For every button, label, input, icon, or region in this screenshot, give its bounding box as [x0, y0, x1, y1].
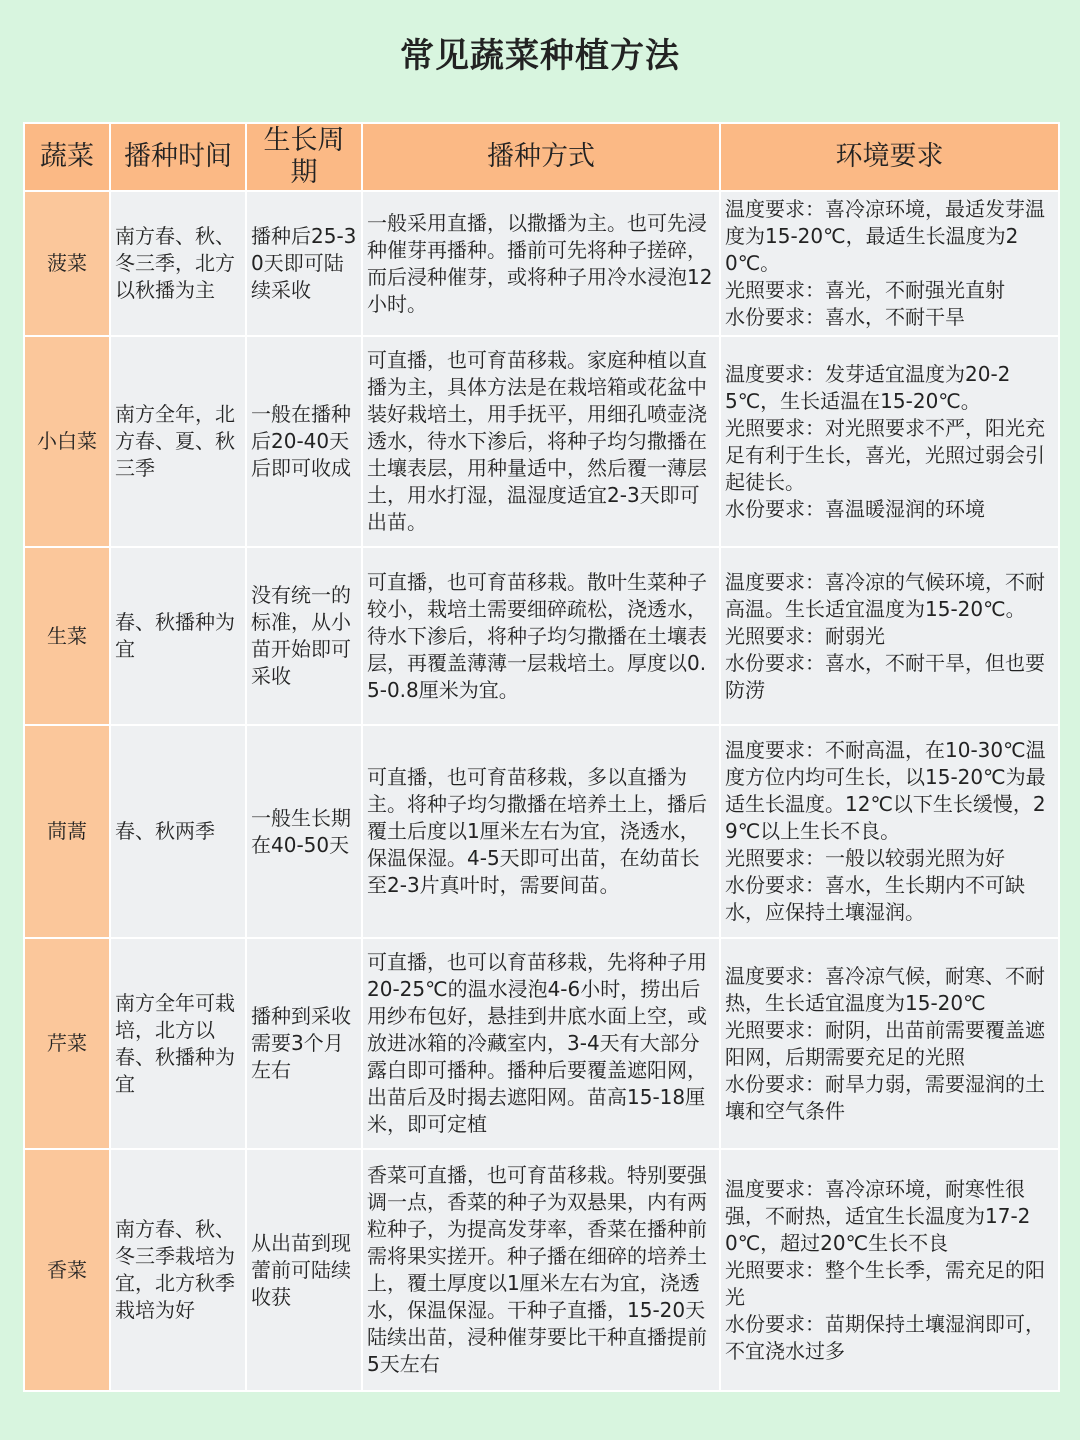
table-row	[24, 1149, 1059, 1391]
temperature-requirement: 温度要求：不耐高温，在10-30℃温度方位内均可生长，以15-20℃为最适生长温度。12℃以下生长缓慢，29℃以上生长不良。	[725, 738, 1046, 843]
page-title: 常见蔬菜种植方法	[400, 36, 680, 76]
header-growth-cycle: 生长周期	[246, 123, 362, 191]
temperature-requirement: 温度要求：喜冷凉气候，耐寒、不耐热，生长适宜温度为15-20℃	[725, 963, 1045, 1015]
light-requirement: 光照要求：耐弱光	[725, 623, 885, 648]
header-sowing-method: 播种方式	[362, 123, 720, 191]
temperature-requirement: 温度要求：喜冷凉环境，最适发芽温度为15-20℃，最适生长温度为20℃。	[725, 197, 1045, 275]
sowing-time: 春、秋播种为宜	[110, 547, 246, 725]
table-row	[24, 191, 1059, 336]
water-requirement: 水份要求：喜水，不耐干旱，但也要防涝	[725, 650, 1045, 702]
sowing-method: 可直播，也可以育苗移栽，先将种子用20-25℃的温水浸泡4-6小时，捞出后用纱布包好，悬挂到井底水面上空，或放进冰箱的冷藏室内，3-4天有大部分露白即可播种。播种后要覆盖遮阳网，出苗后及时揭去遮阳网。苗高15-18厘米，即可定植	[362, 938, 720, 1149]
light-requirement: 光照要求：耐阴，出苗前需要覆盖遮阳网，后期需要充足的光照	[725, 1017, 1045, 1069]
environment-requirements	[720, 191, 1059, 336]
sowing-method: 一般采用直播，以撒播为主。也可先浸种催芽再播种。播前可先将种子搓碎，而后浸种催芽，或将种子用冷水浸泡12小时。	[362, 191, 720, 336]
growth-cycle: 没有统一的标准，从小苗开始即可采收	[246, 547, 362, 725]
water-requirement: 水份要求：喜水，不耐干旱	[725, 305, 965, 329]
light-requirement: 光照要求：喜光，不耐强光直射	[725, 278, 1005, 302]
vegetable-name: 茼蒿	[24, 725, 110, 938]
environment-requirements	[720, 1149, 1059, 1391]
growth-cycle: 一般在播种后20-40天后即可收成	[246, 336, 362, 547]
sowing-time: 南方全年可栽培，北方以春、秋播种为宜	[110, 938, 246, 1149]
water-requirement: 水份要求：喜温暖湿润的环境	[725, 496, 985, 521]
sowing-time: 春、秋两季	[110, 725, 246, 938]
header-vegetable: 蔬菜	[24, 123, 110, 191]
growth-cycle: 播种到采收需要3个月左右	[246, 938, 362, 1149]
sowing-method: 可直播，也可育苗移栽。散叶生菜种子较小，栽培土需要细碎疏松，浇透水，待水下渗后，将种子均匀撒播在土壤表层，再覆盖薄薄一层栽培土。厚度以0.5-0.8厘米为宜。	[362, 547, 720, 725]
water-requirement: 水份要求：喜水，生长期内不可缺水，应保持土壤湿润。	[725, 873, 1025, 924]
water-requirement: 水份要求：苗期保持土壤湿润即可，不宜浇水过多	[725, 1311, 1045, 1363]
vegetable-name: 香菜	[24, 1149, 110, 1391]
vegetable-name: 小白菜	[24, 336, 110, 547]
table-row	[24, 547, 1059, 725]
environment-requirements	[720, 938, 1059, 1149]
growth-cycle: 一般生长期在40-50天	[246, 725, 362, 938]
growth-cycle: 播种后25-30天即可陆续采收	[246, 191, 362, 336]
header-row	[24, 123, 1059, 191]
vegetable-name: 生菜	[24, 547, 110, 725]
light-requirement: 光照要求：一般以较弱光照为好	[725, 846, 1005, 870]
table-row	[24, 336, 1059, 547]
temperature-requirement: 温度要求：喜冷凉环境，耐寒性很强，不耐热，适宜生长温度为17-20℃，超过20℃生长不良	[725, 1176, 1031, 1255]
sowing-time: 南方春、秋、冬三季栽培为宜，北方秋季栽培为好	[110, 1149, 246, 1391]
temperature-requirement: 温度要求：发芽适宜温度为20-25℃，生长适温在15-20℃。	[725, 361, 1011, 413]
sowing-method: 香菜可直播，也可育苗移栽。特别要强调一点，香菜的种子为双悬果，内有两粒种子，为提高发芽率，香菜在播种前需将果实搓开。种子播在细碎的培养土上，覆土厚度以1厘米左右为宜，浇透水，保温保湿。干种子直播，15-20天陆续出苗，浸种催芽要比干种直播提前5天左右	[362, 1149, 720, 1391]
vegetable-table	[23, 122, 1060, 1392]
water-requirement: 水份要求：耐旱力弱，需要湿润的土壤和空气条件	[725, 1071, 1045, 1123]
vegetable-name: 芹菜	[24, 938, 110, 1149]
environment-requirements	[720, 547, 1059, 725]
sowing-time: 南方春、秋、冬三季，北方以秋播为主	[110, 191, 246, 336]
environment-requirements	[720, 336, 1059, 547]
header-environment: 环境要求	[720, 123, 1059, 191]
table-row	[24, 725, 1059, 938]
growth-cycle: 从出苗到现蕾前可陆续收获	[246, 1149, 362, 1391]
light-requirement: 光照要求：整个生长季，需充足的阳光	[725, 1257, 1045, 1309]
vegetable-name: 菠菜	[24, 191, 110, 336]
sowing-method: 可直播，也可育苗移栽。家庭种植以直播为主，具体方法是在栽培箱或花盆中装好栽培土，用手抚平，用细孔喷壶浇透水，待水下渗后，将种子均匀撒播在土壤表层，用种量适中，然后覆一薄层土，用水打湿，温湿度适宜2-3天即可出苗。	[362, 336, 720, 547]
sowing-time: 南方全年，北方春、夏、秋三季	[110, 336, 246, 547]
sowing-method: 可直播，也可育苗移栽，多以直播为主。将种子均匀撒播在培养土上，播后覆土后度以1厘米左右为宜，浇透水，保温保湿。4-5天即可出苗，在幼苗长至2-3片真叶时，需要间苗。	[362, 725, 720, 938]
table-row	[24, 938, 1059, 1149]
header-sowing-time: 播种时间	[110, 123, 246, 191]
temperature-requirement: 温度要求：喜冷凉的气候环境，不耐高温。生长适宜温度为15-20℃。	[725, 569, 1045, 621]
light-requirement: 光照要求：对光照要求不严，阳光充足有利于生长，喜光，光照过弱会引起徒长。	[725, 415, 1045, 494]
environment-requirements	[720, 725, 1059, 938]
